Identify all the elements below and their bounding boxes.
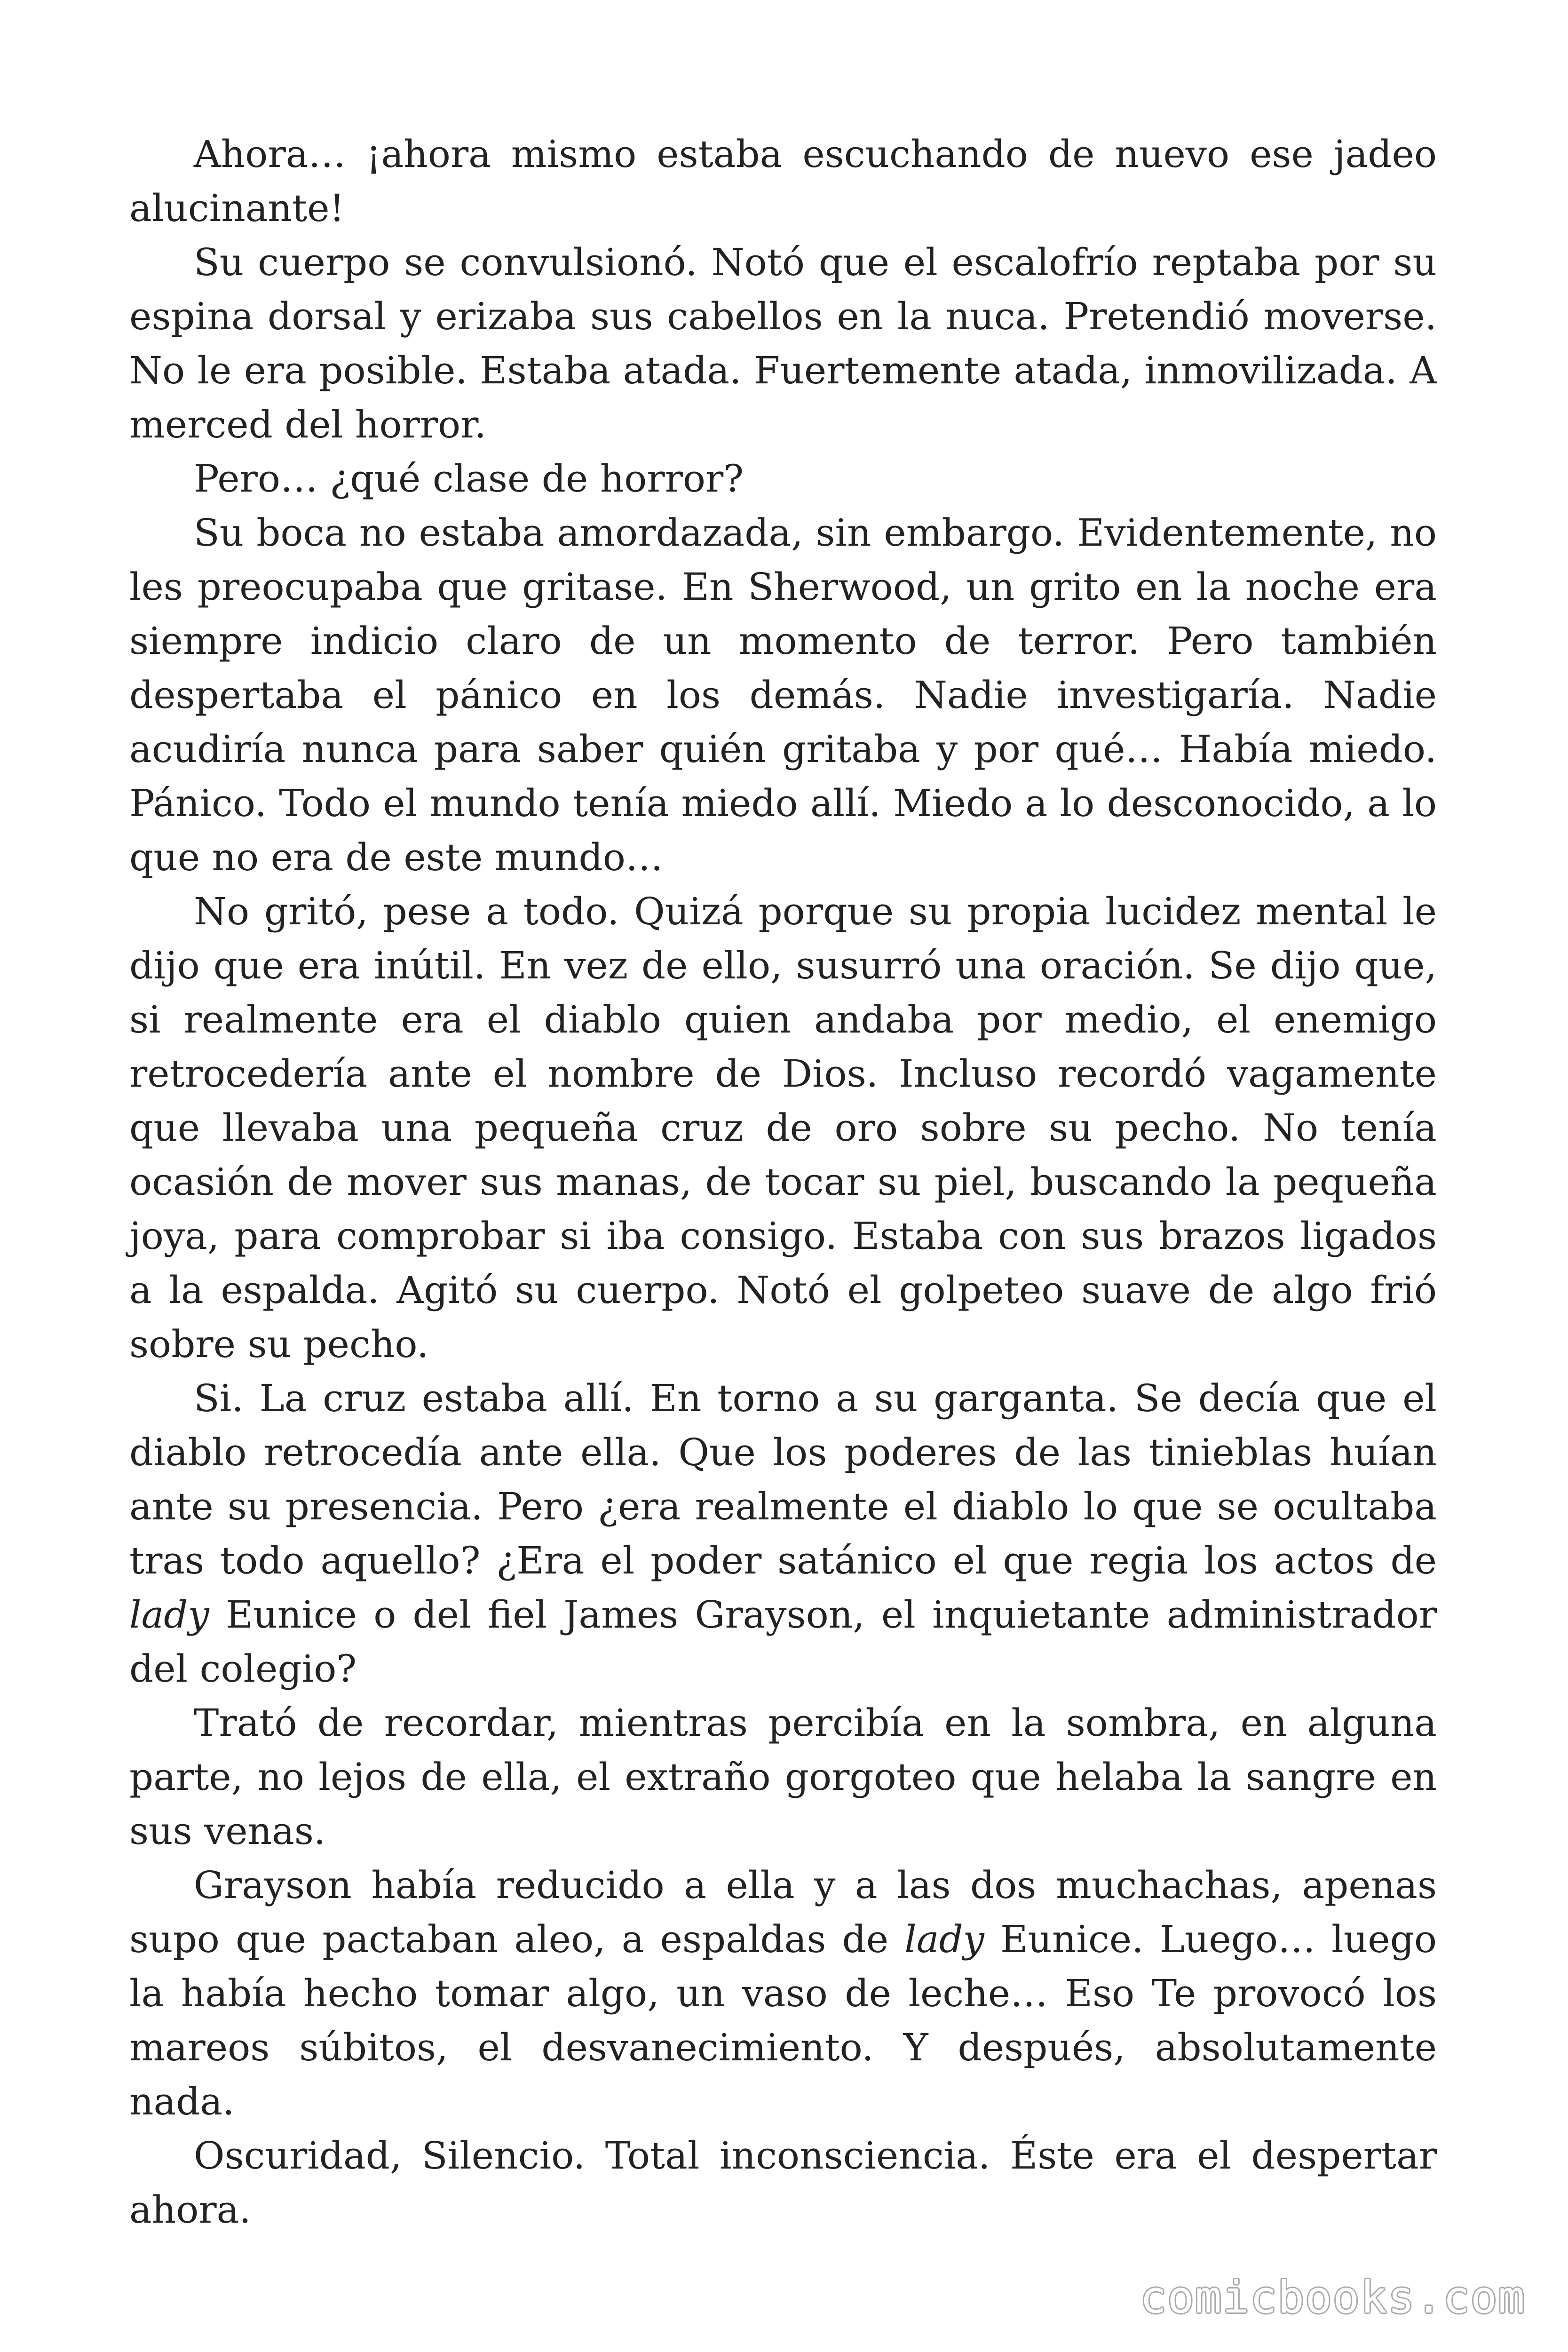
paragraph-text: Eunice. Luego… luego la había hecho tomar algo, un vaso de leche… Eso Te provocó los mareos súbitos, el desvanecimiento. Y después, absolutamente nada. — [129, 1917, 1437, 2123]
watermark: comicbooks.com — [1140, 2272, 1526, 2323]
paragraph — [129, 1696, 1437, 1858]
paragraph-text: No gritó, pese a todo. Quizá porque su propia lucidez mental le dijo que era inútil. En vez de ello, susurró una oración. Se dijo que, si realmente era el diablo quien andaba por medio, el enemigo retrocedería ante el nombre de Dios. Incluso recordó vagamente que llevaba una pequeña cruz de oro sobre su pecho. No tenía ocasión de mover sus manas, de tocar su piel, buscando la pequeña joya, para comprobar si iba consigo. Estaba con sus brazos ligados a la espalda. Agitó su cuerpo. Notó el golpeteo suave de algo frió sobre su pecho. — [129, 890, 1437, 1366]
paragraph-text: Oscuridad, Silencio. Total inconsciencia. Éste era el despertar ahora. — [129, 2134, 1437, 2232]
paragraph — [129, 452, 1437, 506]
paragraph — [129, 235, 1437, 452]
paragraph — [129, 2129, 1437, 2237]
document-body — [129, 127, 1437, 2237]
paragraph-text: Si. La cruz estaba allí. En torno a su garganta. Se decía que el diablo retrocedía ante ella. Que los poderes de las tinieblas huían ante su presencia. Pero ¿era realmente el diablo lo que se ocultaba tras todo aquello? ¿Era el poder satánico el que regia los actos de — [129, 1376, 1437, 1582]
paragraph-text: Trató de recordar, mientras percibía en la sombra, en alguna parte, no lejos de ella, el extraño gorgoteo que helaba la sangre en sus venas. — [129, 1701, 1437, 1853]
paragraph-text: Ahora… ¡ahora mismo estaba escuchando de nuevo ese jadeo alucinante! — [129, 132, 1437, 230]
paragraph-text: Su cuerpo se convulsionó. Notó que el escalofrío reptaba por su espina dorsal y erizaba sus cabellos en la nuca. Pretendió moverse. No le era posible. Estaba atada. Fuertemente atada, inmovilizada. A merced del horror. — [129, 240, 1437, 446]
paragraph — [129, 1858, 1437, 2129]
italic-word: lady — [904, 1917, 984, 1961]
paragraph — [129, 506, 1437, 884]
paragraph — [129, 1371, 1437, 1696]
paragraph-text: Eunice o del fiel James Grayson, el inquietante administrador del colegio? — [129, 1593, 1437, 1691]
paragraph-text: Su boca no estaba amordazada, sin embargo. Evidentemente, no les preocupaba que gritase. En Sherwood, un grito en la noche era siempre indicio claro de un momento de terror. Pero también despertaba el pánico en los demás. Nadie investigaría. Nadie acudiría nunca para saber quién gritaba y por qué… Había miedo. Pánico. Todo el mundo tenía miedo allí. Miedo a lo desconocido, a lo que no era de este mundo… — [129, 511, 1437, 879]
italic-word: lady — [129, 1593, 209, 1637]
paragraph — [129, 127, 1437, 235]
paragraph — [129, 884, 1437, 1371]
paragraph-text: Pero… ¿qué clase de horror? — [194, 457, 744, 501]
paragraph-text: Grayson había reducido a ella y a las dos muchachas, apenas supo que pactaban aleo, a espaldas de — [129, 1863, 1437, 1961]
